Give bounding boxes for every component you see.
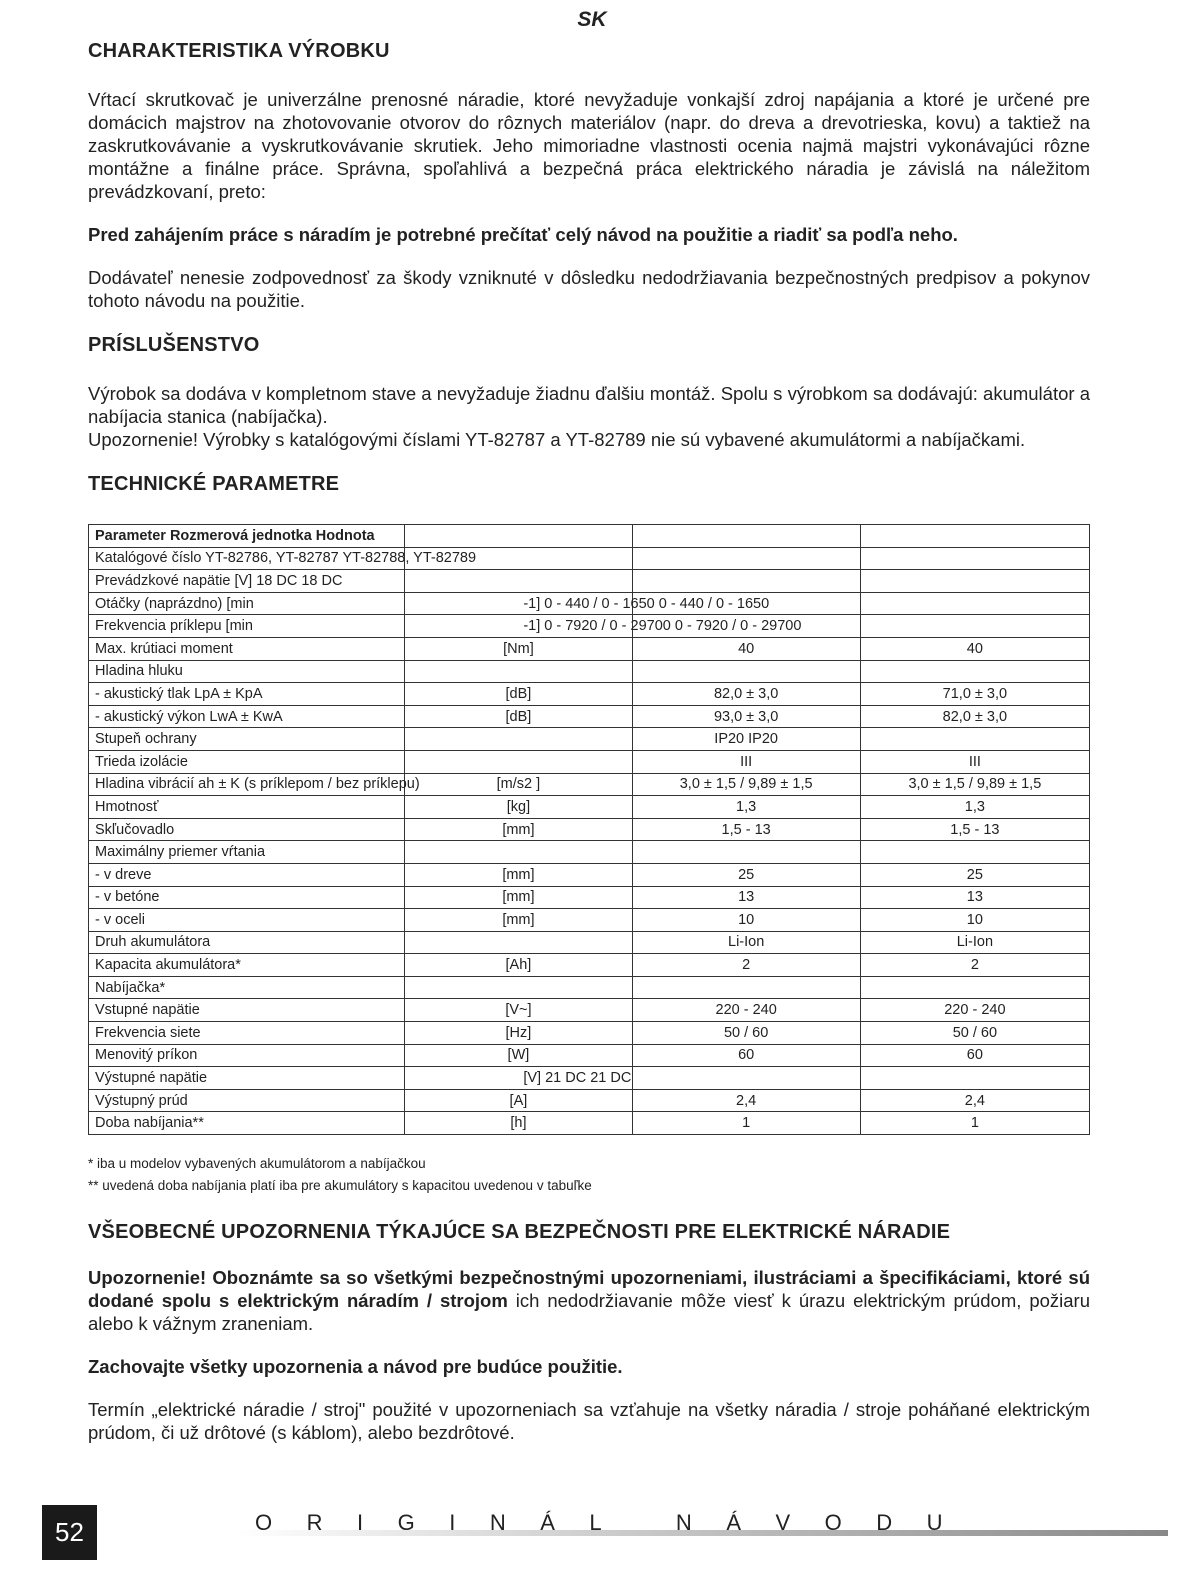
table-cell: Katalógové číslo YT-82786, YT-82787 YT-82788, YT-82789 bbox=[89, 547, 405, 570]
table-cell bbox=[860, 525, 1089, 548]
table-row bbox=[89, 931, 1090, 954]
table-cell: Hmotnosť bbox=[89, 796, 405, 819]
safety-warning bbox=[88, 1266, 1090, 1335]
page-content bbox=[88, 40, 1090, 1444]
table-row bbox=[89, 999, 1090, 1022]
table-cell: III bbox=[632, 750, 860, 773]
table-cell: [dB] bbox=[405, 705, 632, 728]
table-cell: Výstupné napätie bbox=[89, 1067, 405, 1090]
section-title-safety: VŠEOBECNÉ UPOZORNENIA TÝKAJÚCE SA BEZPEČNOSTI PRE ELEKTRICKÉ NÁRADIE bbox=[88, 1221, 951, 1244]
table-cell: Menovitý príkon bbox=[89, 1044, 405, 1067]
table-row bbox=[89, 525, 1090, 548]
table-cell: 82,0 ± 3,0 bbox=[632, 683, 860, 706]
table-cell: 60 bbox=[632, 1044, 860, 1067]
table-cell: 220 - 240 bbox=[860, 999, 1089, 1022]
table-row bbox=[89, 976, 1090, 999]
table-row bbox=[89, 592, 1090, 615]
table-cell bbox=[632, 976, 860, 999]
table-cell: [kg] bbox=[405, 796, 632, 819]
table-cell bbox=[860, 615, 1089, 638]
table-cell: 1,5 - 13 bbox=[860, 818, 1089, 841]
table-cell: 1,3 bbox=[860, 796, 1089, 819]
table-cell: 71,0 ± 3,0 bbox=[860, 683, 1089, 706]
table-cell: 93,0 ± 3,0 bbox=[632, 705, 860, 728]
table-cell: Kapacita akumulátora* bbox=[89, 954, 405, 977]
table-cell: Li-Ion bbox=[860, 931, 1089, 954]
table-row bbox=[89, 660, 1090, 683]
table-cell: [m/s2 ] bbox=[405, 773, 632, 796]
section-title-accessories: PRÍSLUŠENSTVO bbox=[88, 334, 260, 356]
table-cell bbox=[405, 728, 632, 751]
language-code: SK bbox=[577, 8, 607, 31]
table-row bbox=[89, 886, 1090, 909]
table-row bbox=[89, 1112, 1090, 1135]
table-cell: Parameter Rozmerová jednotka Hodnota bbox=[89, 525, 405, 548]
table-cell bbox=[860, 660, 1089, 683]
table-cell: 1,5 - 13 bbox=[632, 818, 860, 841]
section-title-characteristics: CHARAKTERISTIKA VÝROBKU bbox=[88, 40, 390, 62]
table-cell bbox=[632, 841, 860, 864]
table-cell: 50 / 60 bbox=[632, 1022, 860, 1045]
table-cell: 1 bbox=[860, 1112, 1089, 1135]
safety-warning-rest: ich nedodržiavanie môže viesť k úrazu elektrickým prúdom, požiaru alebo k vážnym zraneniam. bbox=[88, 1290, 1091, 1335]
table-cell: 220 - 240 bbox=[632, 999, 860, 1022]
table-cell bbox=[860, 976, 1089, 999]
table-cell: [mm] bbox=[405, 863, 632, 886]
table-note-1: * iba u modelov vybavených akumulátorom a nabíjačkou bbox=[88, 1156, 426, 1172]
table-cell bbox=[632, 547, 860, 570]
table-cell: [mm] bbox=[405, 818, 632, 841]
table-cell: 2,4 bbox=[632, 1089, 860, 1112]
table-cell: Max. krútiaci moment bbox=[89, 637, 405, 660]
table-cell: 13 bbox=[860, 886, 1089, 909]
table-cell: 2 bbox=[632, 954, 860, 977]
table-cell: [A] bbox=[405, 1089, 632, 1112]
table-cell: [mm] bbox=[405, 909, 632, 932]
table-cell: 50 / 60 bbox=[860, 1022, 1089, 1045]
supplier-disclaimer: Dodávateľ nenesie zodpovednosť za škody vzniknuté v dôsledku nedodržiavania bezpečnostných predpisov a pokynov tohoto návodu na použitie. bbox=[88, 267, 1090, 311]
table-cell: [h] bbox=[405, 1112, 632, 1135]
table-row bbox=[89, 773, 1090, 796]
table-cell bbox=[632, 525, 860, 548]
table-cell: [V] 21 DC 21 DC bbox=[405, 1067, 632, 1090]
table-cell: Skľučovadlo bbox=[89, 818, 405, 841]
table-cell: - v betóne bbox=[89, 886, 405, 909]
table-cell: - akustický výkon LwA ± KwA bbox=[89, 705, 405, 728]
section-title-technical: TECHNICKÉ PARAMETRE bbox=[88, 473, 340, 495]
table-cell: - v oceli bbox=[89, 909, 405, 932]
table-cell: Trieda izolácie bbox=[89, 750, 405, 773]
table-cell: Doba nabíjania** bbox=[89, 1112, 405, 1135]
accessories-text: Výrobok sa dodáva v kompletnom stave a nevyžaduje žiadnu ďalšiu montáž. Spolu s výrobkom sa dodávajú: akumulátor a nabíjacia stanica (nabíjačka). bbox=[88, 383, 1090, 427]
table-cell: Maximálny priemer vŕtania bbox=[89, 841, 405, 864]
table-cell: Frekvencia príklepu [min bbox=[89, 615, 405, 638]
table-row bbox=[89, 818, 1090, 841]
table-cell bbox=[405, 841, 632, 864]
table-cell: 25 bbox=[632, 863, 860, 886]
table-cell bbox=[632, 570, 860, 593]
table-cell bbox=[860, 728, 1089, 751]
keep-instructions: Zachovajte všetky upozornenia a návod pre budúce použitie. bbox=[88, 1356, 623, 1378]
table-cell bbox=[405, 525, 632, 548]
table-row bbox=[89, 1067, 1090, 1090]
table-cell bbox=[860, 570, 1089, 593]
table-cell: III bbox=[860, 750, 1089, 773]
table-cell bbox=[860, 1067, 1089, 1090]
table-cell: 82,0 ± 3,0 bbox=[860, 705, 1089, 728]
table-cell: -1] 0 - 7920 / 0 - 29700 0 - 7920 / 0 - 29700 bbox=[405, 615, 632, 638]
table-row bbox=[89, 637, 1090, 660]
accessories-warning: Upozornenie! Výrobky s katalógovými číslami YT-82787 a YT-82789 nie sú vybavené akumulátormi a nabíjačkami. bbox=[88, 429, 1026, 450]
table-cell: Druh akumulátora bbox=[89, 931, 405, 954]
table-notes bbox=[88, 1153, 1090, 1197]
table-note-2: ** uvedená doba nabíjania platí iba pre akumulátory s kapacitou uvedenou v tabuľke bbox=[88, 1178, 592, 1194]
table-row bbox=[89, 863, 1090, 886]
table-cell: -1] 0 - 440 / 0 - 1650 0 - 440 / 0 - 1650 bbox=[405, 592, 632, 615]
table-row bbox=[89, 683, 1090, 706]
table-cell: 1 bbox=[632, 1112, 860, 1135]
table-row bbox=[89, 705, 1090, 728]
table-cell: 2 bbox=[860, 954, 1089, 977]
table-row bbox=[89, 1044, 1090, 1067]
table-cell: [Ah] bbox=[405, 954, 632, 977]
table-cell bbox=[405, 931, 632, 954]
table-cell: IP20 IP20 bbox=[632, 728, 860, 751]
table-cell: 3,0 ± 1,5 / 9,89 ± 1,5 bbox=[860, 773, 1089, 796]
table-cell: Vstupné napätie bbox=[89, 999, 405, 1022]
table-cell: 2,4 bbox=[860, 1089, 1089, 1112]
table-cell: [dB] bbox=[405, 683, 632, 706]
table-cell: - v dreve bbox=[89, 863, 405, 886]
table-cell: Prevádzkové napätie [V] 18 DC 18 DC bbox=[89, 570, 405, 593]
table-cell bbox=[405, 750, 632, 773]
table-row bbox=[89, 570, 1090, 593]
footer-title: ORIGINÁL NÁVODU bbox=[255, 1510, 978, 1535]
table-row bbox=[89, 796, 1090, 819]
table-cell bbox=[860, 592, 1089, 615]
characteristics-intro: Vŕtací skrutkovač je univerzálne prenosné náradie, ktoré nevyžaduje vonkajší zdroj napájania a ktoré je určené pre domácich majstrov na zhotovovanie otvorov do rôznych materiálov (napr. do dreva a drevotrieska, kovu) a taktiež na zaskrutkovávanie a vyskrutkovávanie skrutiek. Jeho mimoriadne vlastnosti ocenia najmä majstri vykonávajúci rôzne montážne a finálne práce. Správna, spoľahlivá a bezpečná práca elektrického náradia je závislá na náležitom prevádzkovaní, preto: bbox=[88, 89, 1090, 202]
table-cell bbox=[632, 660, 860, 683]
table-cell: Hladina vibrácií ah ± K (s príklepom / bez príklepu) bbox=[89, 773, 405, 796]
table-cell: 25 bbox=[860, 863, 1089, 886]
table-cell: - akustický tlak LpA ± KpA bbox=[89, 683, 405, 706]
table-cell: 13 bbox=[632, 886, 860, 909]
table-row bbox=[89, 1089, 1090, 1112]
table-cell: Hladina hluku bbox=[89, 660, 405, 683]
table-cell: [W] bbox=[405, 1044, 632, 1067]
table-row bbox=[89, 841, 1090, 864]
term-definition: Termín „elektrické náradie / stroj" použité v upozorneniach sa vzťahuje na všetky náradia / stroje poháňané elektrickým prúdom, či už drôtové (s káblom), alebo bezdrôtové. bbox=[88, 1399, 1090, 1444]
table-cell: 10 bbox=[860, 909, 1089, 932]
table-cell: Frekvencia siete bbox=[89, 1022, 405, 1045]
technical-parameters-table bbox=[88, 524, 1090, 1135]
table-cell: Výstupný prúd bbox=[89, 1089, 405, 1112]
table-cell: Nabíjačka* bbox=[89, 976, 405, 999]
table-cell bbox=[632, 1067, 860, 1090]
table-row bbox=[89, 615, 1090, 638]
table-cell: [V~] bbox=[405, 999, 632, 1022]
table-row bbox=[89, 750, 1090, 773]
table-row bbox=[89, 954, 1090, 977]
table-cell: 40 bbox=[860, 637, 1089, 660]
table-cell: 40 bbox=[632, 637, 860, 660]
table-cell: 1,3 bbox=[632, 796, 860, 819]
table-cell: Li-Ion bbox=[632, 931, 860, 954]
table-cell: Stupeň ochrany bbox=[89, 728, 405, 751]
table-row bbox=[89, 1022, 1090, 1045]
table-cell bbox=[860, 841, 1089, 864]
table-cell: [mm] bbox=[405, 886, 632, 909]
table-cell: [Hz] bbox=[405, 1022, 632, 1045]
table-row bbox=[89, 728, 1090, 751]
table-cell bbox=[405, 570, 632, 593]
table-cell: 10 bbox=[632, 909, 860, 932]
table-cell: Otáčky (naprázdno) [min bbox=[89, 592, 405, 615]
table-cell: 3,0 ± 1,5 / 9,89 ± 1,5 bbox=[632, 773, 860, 796]
table-row bbox=[89, 547, 1090, 570]
table-cell: [Nm] bbox=[405, 637, 632, 660]
page-number: 52 bbox=[42, 1505, 97, 1560]
table-cell: 60 bbox=[860, 1044, 1089, 1067]
read-manual-note: Pred zahájením práce s náradím je potrebné prečítať celý návod na použitie a riadiť sa podľa neho. bbox=[88, 224, 958, 245]
table-cell bbox=[405, 660, 632, 683]
table-cell bbox=[405, 976, 632, 999]
table-row bbox=[89, 909, 1090, 932]
safety-warning-bold: Upozornenie! Oboznámte sa so všetkými bezpečnostnými upozorneniami, ilustráciami a špecifikáciami, ktoré sú dodané spolu s elektrickým náradím / strojom bbox=[88, 1267, 1090, 1312]
table-cell bbox=[860, 547, 1089, 570]
